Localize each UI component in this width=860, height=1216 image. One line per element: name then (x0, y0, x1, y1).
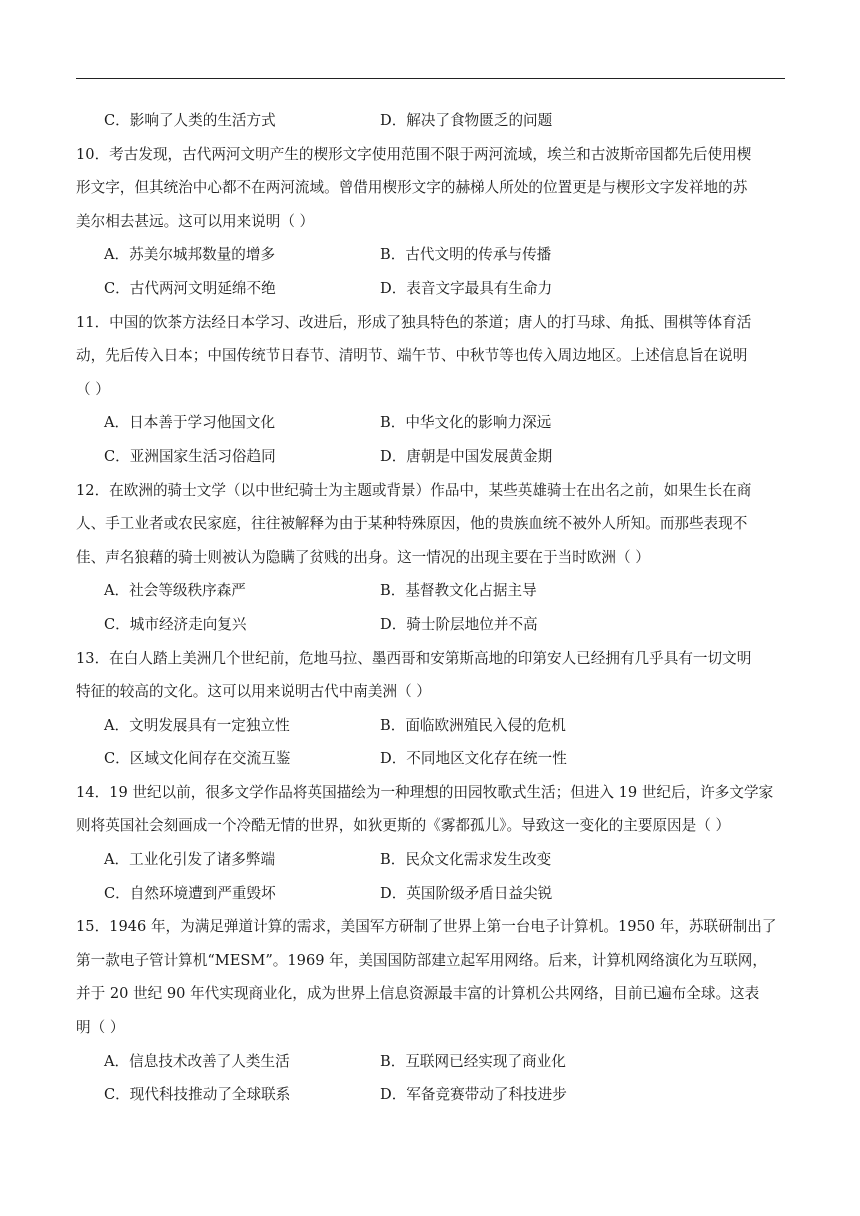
question-11 (76, 306, 786, 474)
options-ab (76, 406, 786, 440)
option-a: A．苏美尔城邦数量的增多 (104, 246, 276, 264)
option-b: B．民众文化需求发生改变 (380, 851, 552, 869)
question-14 (76, 776, 786, 910)
question-stem-line: 则将英国社会刻画成一个冷酷无情的世界，如狄更斯的《雾都孤儿》。导致这一变化的主要原因是（ ） (76, 817, 731, 835)
question-12 (76, 474, 786, 642)
options-cd (76, 742, 786, 776)
question-15 (76, 910, 786, 1112)
option-c: C．现代科技推动了全球联系 (104, 1086, 291, 1104)
option-a: A．社会等级秩序森严 (104, 582, 246, 600)
question-stem-line: 12．在欧洲的骑士文学（以中世纪骑士为主题或背景）作品中，某些英雄骑士在出名之前，如果生长在商 (76, 481, 752, 499)
option-d: D．骑士阶层地位并不高 (380, 615, 538, 633)
option-b: B．互联网已经实现了商业化 (380, 1052, 566, 1070)
option-c: C．城市经济走向复兴 (104, 615, 247, 633)
question-stem-line: 美尔相去甚远。这可以用来说明（ ） (76, 212, 315, 230)
option-b: B．古代文明的传承与传播 (380, 246, 552, 264)
question-stem-line: 佳、声名狼藉的骑士则被认为隐瞒了贫贱的出身。这一情况的出现主要在于当时欧洲（ ） (76, 548, 650, 566)
question-stem-line: （ ） (76, 380, 110, 398)
option-c: C．亚洲国家生活习俗趋同 (104, 447, 276, 465)
option-d: D．军备竞赛带动了科技进步 (380, 1086, 567, 1104)
options-cd (76, 272, 786, 306)
option-d: D．不同地区文化存在统一性 (380, 750, 567, 768)
question-stem-line: 动，先后传入日本；中国传统节日春节、清明节、端午节、中秋节等也传入周边地区。上述信息旨在说明 (76, 347, 748, 365)
option-c: C．区域文化间存在交流互鉴 (104, 750, 291, 768)
question-stem-line: 15．1946 年，为满足弹道计算的需求，美国军方研制了世界上第一台电子计算机。1950 年，苏联研制出了 (76, 918, 777, 936)
options-ab (76, 709, 786, 743)
question-stem-line: 明（ ） (76, 1019, 125, 1037)
question-10 (76, 138, 786, 306)
option-d: D．唐朝是中国发展黄金期 (380, 447, 553, 465)
option-d: D．解决了食物匮乏的问题 (380, 112, 553, 129)
header-rule (76, 78, 785, 79)
option-a: A．文明发展具有一定独立性 (104, 716, 290, 734)
option-b: B．中华文化的影响力深远 (380, 414, 552, 432)
options-cd (76, 1078, 786, 1112)
options-cd (76, 608, 786, 642)
option-c: C．影响了人类的生活方式 (104, 112, 276, 129)
option-a: A．信息技术改善了人类生活 (104, 1052, 290, 1070)
option-d: D．英国阶级矛盾日益尖锐 (380, 884, 553, 902)
question-13 (76, 642, 786, 776)
option-b: B．基督教文化占据主导 (380, 582, 537, 600)
question-stem-line: 并于 20 世纪 90 年代实现商业化，成为世界上信息资源最丰富的计算机公共网络，目前已遍布全球。这表 (76, 985, 760, 1003)
question-stem-line: 形文字，但其统治中心都不在两河流域。曾借用楔形文字的赫梯人所处的位置更是与楔形文字发祥地的苏 (76, 179, 748, 197)
options-ab (76, 574, 786, 608)
question-stem-line: 特征的较高的文化。这可以用来说明古代中南美洲（ ） (76, 683, 431, 701)
question-stem-line: 11．中国的饮茶方法经日本学习、改进后，形成了独具特色的茶道；唐人的打马球、角抵、围棋等体育活 (76, 313, 752, 331)
exam-page-content (76, 104, 786, 1112)
options-cd (76, 877, 786, 911)
question-stem-line: 13．在白人踏上美洲几个世纪前，危地马拉、墨西哥和安第斯高地的印第安人已经拥有几乎具有一切文明 (76, 649, 752, 667)
options-cd (76, 440, 786, 474)
option-c: C．古代两河文明延绵不绝 (104, 279, 276, 297)
options-ab (76, 238, 786, 272)
option-b: B．面临欧洲殖民入侵的危机 (380, 716, 566, 734)
option-a: A．日本善于学习他国文化 (104, 414, 276, 432)
option-d: D．表音文字最具有生命力 (380, 279, 553, 297)
option-c: C．自然环境遭到严重毁坏 (104, 884, 276, 902)
question-stem-line: 第一款电子管计算机“MESM”。1969 年，美国国防部建立起军用网络。后来，计算机网络演化为互联网， (76, 951, 767, 969)
options-ab (76, 843, 786, 877)
options-ab (76, 1045, 786, 1079)
question-stem-line: 14．19 世纪以前，很多文学作品将英国描绘为一种理想的田园牧歌式生活；但进入 19 世纪后，许多文学家 (76, 783, 774, 801)
prev-question-options-cd (76, 104, 786, 138)
question-stem-line: 人、手工业者或农民家庭，往往被解释为由于某种特殊原因，他的贵族血统不被外人所知。而那些表现不 (76, 515, 748, 533)
option-a: A．工业化引发了诸多弊端 (104, 851, 276, 869)
question-stem-line: 10．考古发现，古代两河文明产生的楔形文字使用范围不限于两河流域，埃兰和古波斯帝国都先后使用楔 (76, 145, 752, 163)
